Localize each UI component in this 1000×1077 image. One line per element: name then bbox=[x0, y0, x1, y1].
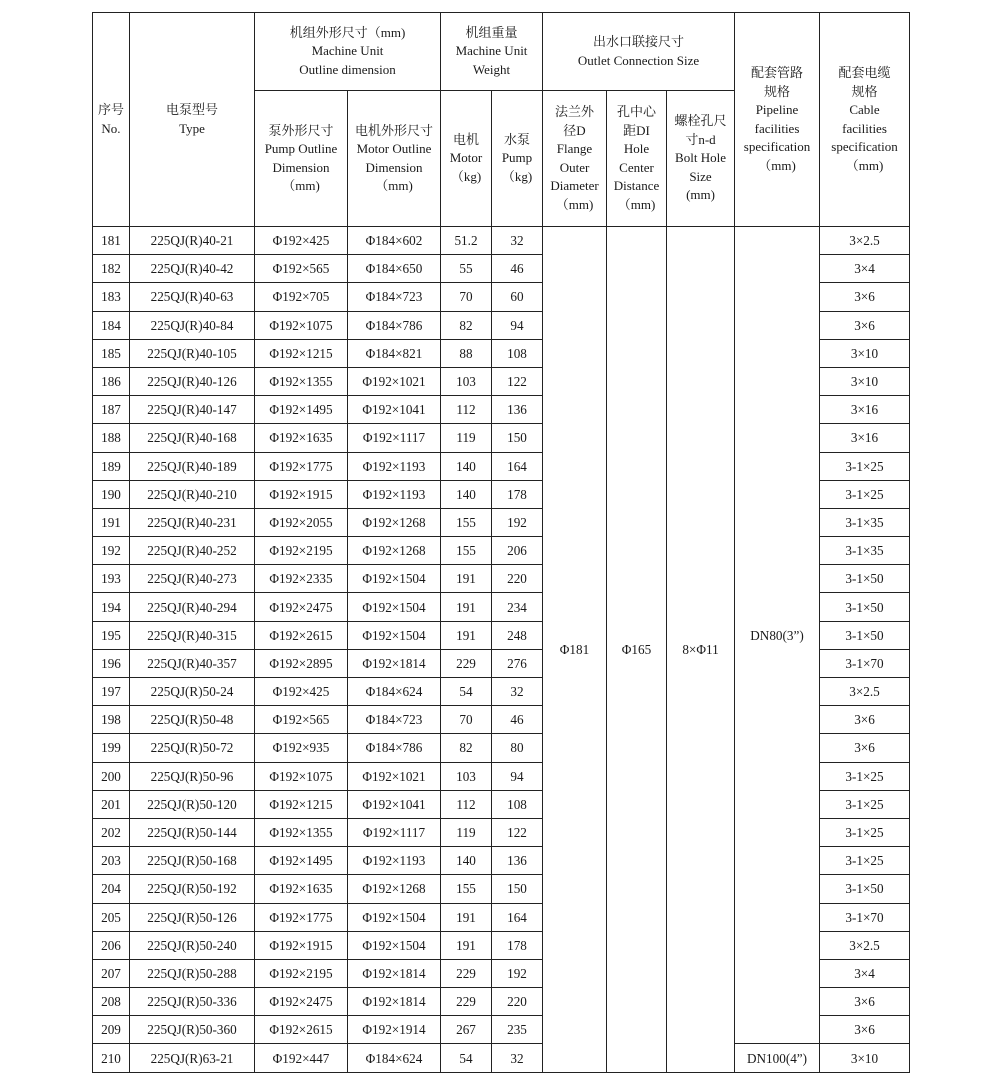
cell-motor-weight: 103 bbox=[441, 762, 492, 790]
header-pump-outline-l2: Pump Outline bbox=[264, 141, 338, 156]
header-pipeline-l6: （mm) bbox=[758, 157, 796, 173]
cell-motor-outline: Φ184×786 bbox=[348, 311, 441, 339]
cell-type: 225QJ(R)40-252 bbox=[130, 537, 255, 565]
header-outlet-group bbox=[543, 13, 735, 91]
cell-motor-weight: 191 bbox=[441, 903, 492, 931]
cell-type: 225QJ(R)63-21 bbox=[130, 1044, 255, 1072]
cell-pump-outline: Φ192×1495 bbox=[255, 847, 348, 875]
cell-motor-weight: 112 bbox=[441, 790, 492, 818]
header-pipeline-l3: Pipeline bbox=[755, 102, 799, 117]
cell-pump-weight: 122 bbox=[492, 818, 543, 846]
cell-pump-outline: Φ192×1775 bbox=[255, 903, 348, 931]
cell-no: 207 bbox=[93, 959, 130, 987]
cell-motor-outline: Φ192×1814 bbox=[348, 988, 441, 1016]
cell-no: 189 bbox=[93, 452, 130, 480]
header-pipeline-l2: 规格 bbox=[764, 83, 791, 99]
header-flange-l4: Outer bbox=[559, 159, 590, 175]
cell-pump-outline: Φ192×1635 bbox=[255, 875, 348, 903]
cell-type: 225QJ(R)50-72 bbox=[130, 734, 255, 762]
cell-motor-outline: Φ192×1021 bbox=[348, 762, 441, 790]
header-pipeline-l5: specification bbox=[743, 139, 811, 154]
header-outline-en1: Machine Unit bbox=[311, 43, 384, 59]
cell-motor-outline: Φ184×624 bbox=[348, 1044, 441, 1072]
cell-motor-weight: 229 bbox=[441, 988, 492, 1016]
cell-type: 225QJ(R)40-105 bbox=[130, 339, 255, 367]
cell-bolt-hole-size: 8×Φ11 bbox=[667, 227, 735, 1073]
cell-pump-outline: Φ192×447 bbox=[255, 1044, 348, 1072]
cell-motor-weight: 140 bbox=[441, 480, 492, 508]
header-outline-en2: Outline dimension bbox=[299, 61, 396, 77]
cell-no: 187 bbox=[93, 396, 130, 424]
cell-cable: 3×6 bbox=[820, 311, 910, 339]
header-motor-outline-l3: Dimension bbox=[365, 159, 423, 175]
cell-cable: 3×4 bbox=[820, 959, 910, 987]
cell-cable: 3×6 bbox=[820, 1016, 910, 1044]
cell-cable: 3×6 bbox=[820, 706, 910, 734]
cell-cable: 3-1×70 bbox=[820, 903, 910, 931]
cell-type: 225QJ(R)50-126 bbox=[130, 903, 255, 931]
cell-no: 202 bbox=[93, 818, 130, 846]
cell-pump-outline: Φ192×1215 bbox=[255, 339, 348, 367]
cell-pump-outline: Φ192×565 bbox=[255, 255, 348, 283]
header-hole-center bbox=[607, 91, 667, 227]
cell-cable: 3-1×35 bbox=[820, 537, 910, 565]
cell-no: 188 bbox=[93, 424, 130, 452]
cell-motor-outline: Φ192×1914 bbox=[348, 1016, 441, 1044]
cell-motor-outline: Φ192×1117 bbox=[348, 424, 441, 452]
cell-cable: 3×16 bbox=[820, 424, 910, 452]
cell-pump-outline: Φ192×1075 bbox=[255, 311, 348, 339]
header-pump-outline-l4: （mm) bbox=[282, 178, 320, 193]
cell-pump-weight: 178 bbox=[492, 480, 543, 508]
cell-motor-outline: Φ184×624 bbox=[348, 678, 441, 706]
cell-motor-weight: 155 bbox=[441, 537, 492, 565]
header-weight-en1: Machine Unit bbox=[455, 43, 528, 59]
table-body bbox=[93, 227, 910, 1073]
cell-motor-weight: 229 bbox=[441, 959, 492, 987]
header-weight-en2: Weight bbox=[472, 61, 511, 77]
cell-motor-weight: 140 bbox=[441, 452, 492, 480]
cell-no: 193 bbox=[93, 565, 130, 593]
cell-type: 225QJ(R)40-126 bbox=[130, 367, 255, 395]
cell-no: 191 bbox=[93, 508, 130, 536]
cell-motor-weight: 54 bbox=[441, 1044, 492, 1072]
cell-motor-outline: Φ184×723 bbox=[348, 706, 441, 734]
cell-cable: 3-1×50 bbox=[820, 593, 910, 621]
cell-pump-outline: Φ192×565 bbox=[255, 706, 348, 734]
table-row bbox=[93, 227, 910, 255]
cell-cable: 3×10 bbox=[820, 1044, 910, 1072]
header-pump-weight-l1: 水泵 bbox=[503, 131, 530, 147]
cell-pump-weight: 46 bbox=[492, 255, 543, 283]
cell-motor-outline: Φ192×1504 bbox=[348, 903, 441, 931]
cell-no: 190 bbox=[93, 480, 130, 508]
cell-pump-outline: Φ192×2055 bbox=[255, 508, 348, 536]
cell-motor-weight: 88 bbox=[441, 339, 492, 367]
cell-no: 195 bbox=[93, 621, 130, 649]
cell-motor-weight: 82 bbox=[441, 311, 492, 339]
cell-pump-weight: 206 bbox=[492, 537, 543, 565]
cell-pump-weight: 192 bbox=[492, 508, 543, 536]
cell-pump-weight: 220 bbox=[492, 988, 543, 1016]
cell-pump-weight: 122 bbox=[492, 367, 543, 395]
cell-cable: 3-1×70 bbox=[820, 649, 910, 677]
cell-cable: 3-1×50 bbox=[820, 621, 910, 649]
header-motor-outline bbox=[348, 91, 441, 227]
cell-pump-weight: 46 bbox=[492, 706, 543, 734]
cell-pump-weight: 108 bbox=[492, 339, 543, 367]
header-type bbox=[130, 13, 255, 227]
cell-motor-weight: 191 bbox=[441, 621, 492, 649]
cell-cable: 3×6 bbox=[820, 734, 910, 762]
cell-pump-weight: 136 bbox=[492, 847, 543, 875]
cell-motor-weight: 155 bbox=[441, 508, 492, 536]
cell-no: 204 bbox=[93, 875, 130, 903]
cell-type: 225QJ(R)40-189 bbox=[130, 452, 255, 480]
cell-motor-weight: 119 bbox=[441, 424, 492, 452]
cell-pump-outline: Φ192×1915 bbox=[255, 931, 348, 959]
cell-motor-weight: 70 bbox=[441, 283, 492, 311]
cell-type: 225QJ(R)40-210 bbox=[130, 480, 255, 508]
cell-pump-outline: Φ192×1355 bbox=[255, 367, 348, 395]
cell-pump-outline: Φ192×1775 bbox=[255, 452, 348, 480]
table-header bbox=[93, 13, 910, 227]
header-outline-group bbox=[255, 13, 441, 91]
cell-motor-outline: Φ192×1268 bbox=[348, 875, 441, 903]
cell-pump-outline: Φ192×1215 bbox=[255, 790, 348, 818]
cell-pump-outline: Φ192×2615 bbox=[255, 621, 348, 649]
cell-cable: 3×16 bbox=[820, 396, 910, 424]
cell-pump-outline: Φ192×2195 bbox=[255, 537, 348, 565]
header-flange-l5: Diameter bbox=[550, 178, 599, 193]
cell-motor-outline: Φ192×1268 bbox=[348, 537, 441, 565]
cell-cable: 3×2.5 bbox=[820, 678, 910, 706]
cell-type: 225QJ(R)50-120 bbox=[130, 790, 255, 818]
cell-pump-weight: 150 bbox=[492, 875, 543, 903]
header-hole-center-l5: Distance bbox=[613, 178, 660, 193]
header-bolt-hole-l2: 寸n-d bbox=[685, 131, 716, 147]
cell-no: 198 bbox=[93, 706, 130, 734]
cell-pump-outline: Φ192×705 bbox=[255, 283, 348, 311]
cell-pump-weight: 164 bbox=[492, 903, 543, 931]
header-motor-outline-l4: （mm) bbox=[375, 178, 413, 193]
cell-pump-weight: 32 bbox=[492, 678, 543, 706]
cell-motor-weight: 82 bbox=[441, 734, 492, 762]
cell-motor-weight: 155 bbox=[441, 875, 492, 903]
cell-no: 201 bbox=[93, 790, 130, 818]
header-pump-outline bbox=[255, 91, 348, 227]
cell-pump-weight: 60 bbox=[492, 283, 543, 311]
header-pipeline-l1: 配套管路 bbox=[751, 65, 804, 80]
header-pump-weight bbox=[492, 91, 543, 227]
header-outline-cn: 机组外形尺寸（mm) bbox=[289, 24, 406, 40]
cell-pump-outline: Φ192×1075 bbox=[255, 762, 348, 790]
cell-pump-outline: Φ192×935 bbox=[255, 734, 348, 762]
cell-pump-weight: 108 bbox=[492, 790, 543, 818]
cell-motor-outline: Φ192×1193 bbox=[348, 847, 441, 875]
header-flange bbox=[543, 91, 607, 227]
cell-pump-weight: 94 bbox=[492, 762, 543, 790]
cell-motor-outline: Φ192×1814 bbox=[348, 649, 441, 677]
header-motor-weight bbox=[441, 91, 492, 227]
cell-cable: 3-1×25 bbox=[820, 847, 910, 875]
cell-cable: 3-1×25 bbox=[820, 480, 910, 508]
cell-motor-weight: 112 bbox=[441, 396, 492, 424]
cell-cable: 3×2.5 bbox=[820, 227, 910, 255]
cell-pump-weight: 220 bbox=[492, 565, 543, 593]
cell-pump-outline: Φ192×1355 bbox=[255, 818, 348, 846]
cell-pump-outline: Φ192×1635 bbox=[255, 424, 348, 452]
cell-no: 192 bbox=[93, 537, 130, 565]
cell-pump-weight: 150 bbox=[492, 424, 543, 452]
cell-motor-outline: Φ192×1021 bbox=[348, 367, 441, 395]
header-flange-l6: （mm) bbox=[555, 196, 594, 212]
cell-pump-weight: 32 bbox=[492, 1044, 543, 1072]
cell-pump-weight: 276 bbox=[492, 649, 543, 677]
cell-pump-weight: 136 bbox=[492, 396, 543, 424]
header-motor-outline-l1: 电机外形尺寸 bbox=[354, 122, 433, 138]
cell-type: 225QJ(R)40-273 bbox=[130, 565, 255, 593]
header-bolt-hole bbox=[667, 91, 735, 227]
cell-hole-center-distance: Φ165 bbox=[607, 227, 667, 1073]
cell-motor-weight: 140 bbox=[441, 847, 492, 875]
cell-type: 225QJ(R)40-84 bbox=[130, 311, 255, 339]
cell-cable: 3×10 bbox=[820, 367, 910, 395]
header-flange-l3: Flange bbox=[556, 141, 593, 156]
cell-pump-outline: Φ192×2335 bbox=[255, 565, 348, 593]
header-bolt-hole-l3: Bolt Hole bbox=[675, 150, 726, 166]
cell-motor-outline: Φ192×1193 bbox=[348, 480, 441, 508]
header-cable-l2: 规格 bbox=[851, 83, 878, 99]
header-pump-weight-l2: Pump bbox=[501, 150, 533, 166]
header-type-cn: 电泵型号 bbox=[165, 102, 218, 117]
cell-pump-weight: 234 bbox=[492, 593, 543, 621]
cell-pump-outline: Φ192×425 bbox=[255, 678, 348, 706]
cell-motor-weight: 119 bbox=[441, 818, 492, 846]
header-bolt-hole-l1: 螺栓孔尺 bbox=[674, 113, 727, 129]
header-no-en: No. bbox=[101, 120, 121, 136]
cell-motor-outline: Φ192×1504 bbox=[348, 565, 441, 593]
header-bolt-hole-l5: (mm) bbox=[686, 187, 715, 203]
cell-no: 186 bbox=[93, 367, 130, 395]
cell-cable: 3-1×50 bbox=[820, 565, 910, 593]
header-pipeline-l4: facilities bbox=[754, 120, 800, 136]
cell-motor-outline: Φ184×723 bbox=[348, 283, 441, 311]
header-flange-l2: 径D bbox=[563, 122, 586, 138]
cell-motor-weight: 70 bbox=[441, 706, 492, 734]
cell-pump-outline: Φ192×2475 bbox=[255, 988, 348, 1016]
header-motor-weight-l3: （kg) bbox=[450, 168, 482, 184]
header-cable-l4: facilities bbox=[842, 120, 887, 136]
cell-pump-weight: 80 bbox=[492, 734, 543, 762]
header-pump-outline-l3: Dimension bbox=[272, 159, 330, 175]
cell-pump-outline: Φ192×425 bbox=[255, 227, 348, 255]
cell-motor-outline: Φ184×602 bbox=[348, 227, 441, 255]
cell-motor-outline: Φ192×1504 bbox=[348, 593, 441, 621]
cell-no: 196 bbox=[93, 649, 130, 677]
cell-no: 194 bbox=[93, 593, 130, 621]
cell-type: 225QJ(R)40-21 bbox=[130, 227, 255, 255]
header-cable-l5: specification bbox=[831, 139, 898, 154]
header-weight-group bbox=[441, 13, 543, 91]
cell-motor-outline: Φ192×1504 bbox=[348, 931, 441, 959]
cell-motor-weight: 51.2 bbox=[441, 227, 492, 255]
cell-flange-diameter: Φ181 bbox=[543, 227, 607, 1073]
header-outlet-cn: 出水口联接尺寸 bbox=[593, 34, 685, 49]
cell-type: 225QJ(R)40-315 bbox=[130, 621, 255, 649]
header-no-cn: 序号 bbox=[97, 102, 124, 117]
cell-no: 181 bbox=[93, 227, 130, 255]
cell-motor-weight: 191 bbox=[441, 593, 492, 621]
cell-type: 225QJ(R)50-360 bbox=[130, 1016, 255, 1044]
header-hole-center-l1: 孔中心 bbox=[616, 104, 656, 119]
cell-pump-weight: 248 bbox=[492, 621, 543, 649]
cell-type: 225QJ(R)50-24 bbox=[130, 678, 255, 706]
cell-pipeline-main: DN80(3”) bbox=[735, 227, 820, 1044]
cell-no: 199 bbox=[93, 734, 130, 762]
cell-type: 225QJ(R)40-357 bbox=[130, 649, 255, 677]
cell-no: 203 bbox=[93, 847, 130, 875]
cell-no: 208 bbox=[93, 988, 130, 1016]
header-hole-center-l2: 距DI bbox=[623, 122, 650, 138]
cell-pump-weight: 192 bbox=[492, 959, 543, 987]
header-weight-cn: 机组重量 bbox=[465, 24, 518, 40]
cell-motor-weight: 191 bbox=[441, 931, 492, 959]
cell-motor-outline: Φ192×1268 bbox=[348, 508, 441, 536]
cell-no: 210 bbox=[93, 1044, 130, 1072]
cell-type: 225QJ(R)50-336 bbox=[130, 988, 255, 1016]
cell-motor-outline: Φ184×650 bbox=[348, 255, 441, 283]
cell-motor-outline: Φ192×1504 bbox=[348, 621, 441, 649]
header-cable-l3: Cable bbox=[849, 102, 880, 117]
cell-no: 184 bbox=[93, 311, 130, 339]
cell-no: 206 bbox=[93, 931, 130, 959]
cell-pump-weight: 32 bbox=[492, 227, 543, 255]
cell-cable: 3-1×35 bbox=[820, 508, 910, 536]
cell-pump-weight: 164 bbox=[492, 452, 543, 480]
pump-spec-table bbox=[92, 12, 910, 1073]
cell-pump-outline: Φ192×2895 bbox=[255, 649, 348, 677]
cell-pump-outline: Φ192×2475 bbox=[255, 593, 348, 621]
header-cable bbox=[820, 13, 910, 227]
cell-no: 209 bbox=[93, 1016, 130, 1044]
header-pump-weight-l3: （kg) bbox=[501, 168, 533, 184]
cell-cable: 3×6 bbox=[820, 283, 910, 311]
cell-type: 225QJ(R)40-168 bbox=[130, 424, 255, 452]
cell-cable: 3×10 bbox=[820, 339, 910, 367]
header-pump-outline-l1: 泵外形尺寸 bbox=[268, 122, 334, 138]
cell-type: 225QJ(R)50-96 bbox=[130, 762, 255, 790]
cell-pump-outline: Φ192×1495 bbox=[255, 396, 348, 424]
cell-motor-outline: Φ192×1117 bbox=[348, 818, 441, 846]
cell-cable: 3×4 bbox=[820, 255, 910, 283]
cell-pump-weight: 235 bbox=[492, 1016, 543, 1044]
header-bolt-hole-l4: Size bbox=[689, 168, 712, 184]
cell-cable: 3-1×50 bbox=[820, 875, 910, 903]
cell-type: 225QJ(R)50-288 bbox=[130, 959, 255, 987]
cell-type: 225QJ(R)50-240 bbox=[130, 931, 255, 959]
cell-motor-outline: Φ184×821 bbox=[348, 339, 441, 367]
cell-no: 200 bbox=[93, 762, 130, 790]
cell-motor-outline: Φ192×1814 bbox=[348, 959, 441, 987]
cell-motor-weight: 103 bbox=[441, 367, 492, 395]
header-cable-l1: 配套电缆 bbox=[838, 65, 891, 80]
header-cable-l6: （mm) bbox=[845, 157, 884, 173]
cell-pump-weight: 94 bbox=[492, 311, 543, 339]
cell-no: 205 bbox=[93, 903, 130, 931]
cell-type: 225QJ(R)50-48 bbox=[130, 706, 255, 734]
header-pipeline bbox=[735, 13, 820, 227]
cell-cable: 3×6 bbox=[820, 988, 910, 1016]
header-flange-l1: 法兰外 bbox=[554, 104, 594, 119]
cell-motor-weight: 267 bbox=[441, 1016, 492, 1044]
cell-motor-outline: Φ192×1193 bbox=[348, 452, 441, 480]
cell-cable: 3-1×25 bbox=[820, 452, 910, 480]
header-type-en: Type bbox=[179, 120, 205, 136]
cell-type: 225QJ(R)40-294 bbox=[130, 593, 255, 621]
cell-no: 183 bbox=[93, 283, 130, 311]
cell-motor-outline: Φ192×1041 bbox=[348, 790, 441, 818]
cell-motor-weight: 54 bbox=[441, 678, 492, 706]
header-no bbox=[93, 13, 130, 227]
cell-type: 225QJ(R)40-231 bbox=[130, 508, 255, 536]
cell-type: 225QJ(R)40-147 bbox=[130, 396, 255, 424]
cell-type: 225QJ(R)40-42 bbox=[130, 255, 255, 283]
cell-type: 225QJ(R)50-144 bbox=[130, 818, 255, 846]
cell-type: 225QJ(R)50-168 bbox=[130, 847, 255, 875]
cell-pump-outline: Φ192×1915 bbox=[255, 480, 348, 508]
cell-pipeline-last: DN100(4”) bbox=[735, 1044, 820, 1072]
cell-cable: 3×2.5 bbox=[820, 931, 910, 959]
cell-motor-weight: 229 bbox=[441, 649, 492, 677]
cell-no: 185 bbox=[93, 339, 130, 367]
cell-type: 225QJ(R)50-192 bbox=[130, 875, 255, 903]
cell-motor-outline: Φ192×1041 bbox=[348, 396, 441, 424]
header-motor-weight-l1: 电机 bbox=[452, 131, 479, 147]
cell-pump-weight: 178 bbox=[492, 931, 543, 959]
cell-type: 225QJ(R)40-63 bbox=[130, 283, 255, 311]
header-outlet-en: Outlet Connection Size bbox=[577, 52, 700, 68]
cell-motor-weight: 55 bbox=[441, 255, 492, 283]
header-hole-center-l4: Center bbox=[619, 159, 654, 175]
cell-motor-weight: 191 bbox=[441, 565, 492, 593]
cell-no: 197 bbox=[93, 678, 130, 706]
header-hole-center-l6: （mm) bbox=[617, 196, 656, 212]
header-motor-weight-l2: Motor bbox=[449, 150, 483, 166]
cell-motor-outline: Φ184×786 bbox=[348, 734, 441, 762]
cell-cable: 3-1×25 bbox=[820, 762, 910, 790]
cell-no: 182 bbox=[93, 255, 130, 283]
header-hole-center-l3: Hole bbox=[623, 141, 650, 156]
cell-pump-outline: Φ192×2615 bbox=[255, 1016, 348, 1044]
cell-pump-outline: Φ192×2195 bbox=[255, 959, 348, 987]
header-motor-outline-l2: Motor Outline bbox=[356, 141, 432, 156]
cell-cable: 3-1×25 bbox=[820, 790, 910, 818]
cell-cable: 3-1×25 bbox=[820, 818, 910, 846]
table-row bbox=[93, 1044, 910, 1072]
